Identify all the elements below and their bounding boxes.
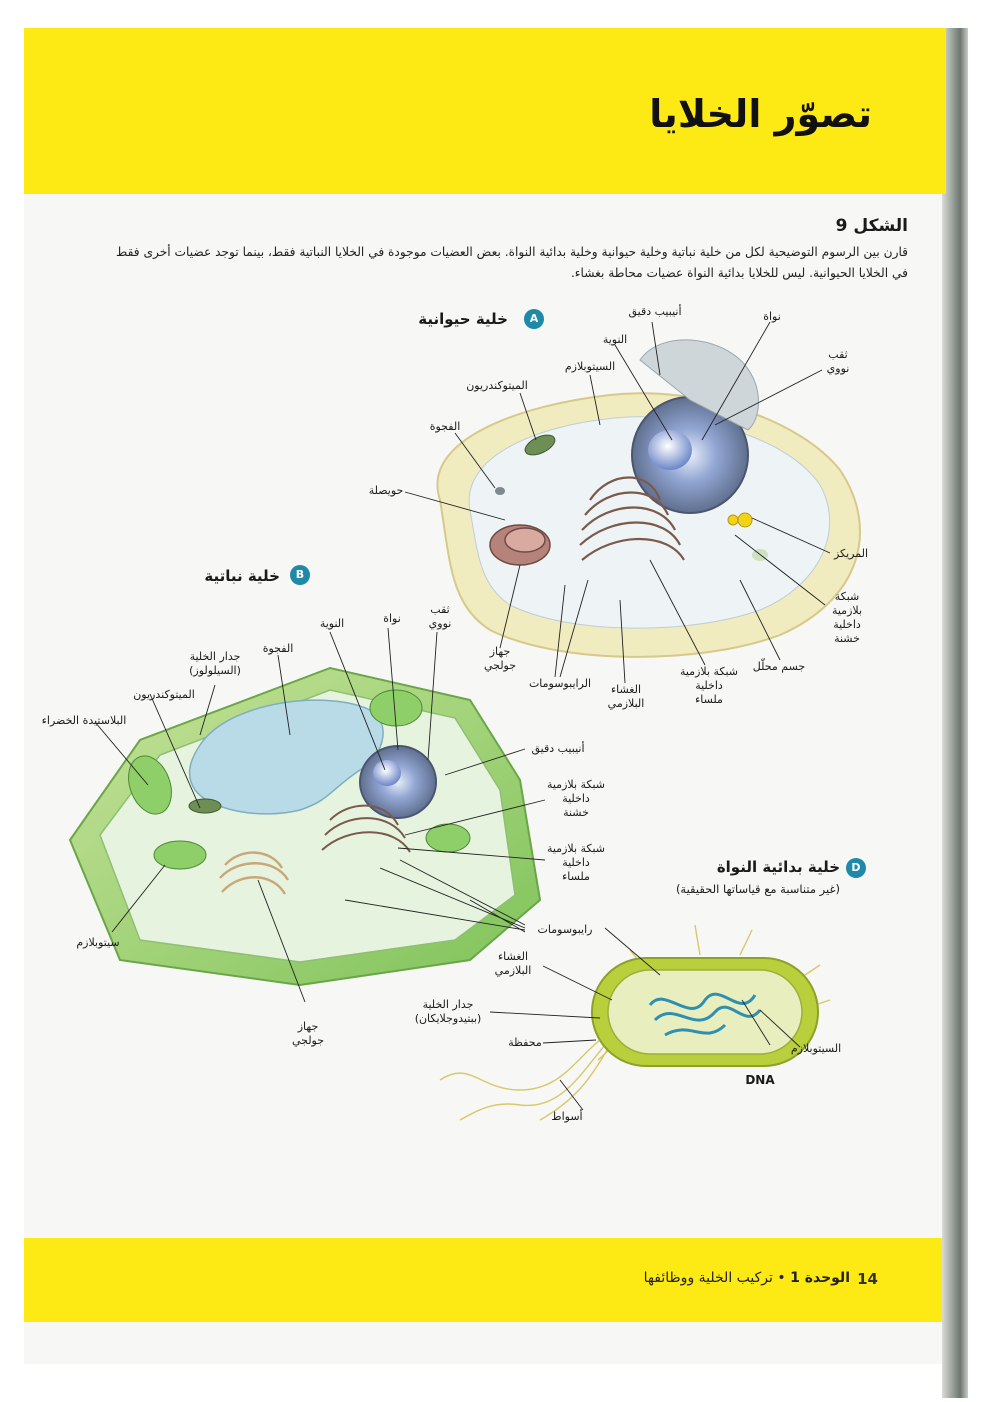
prok-label-dna: DNA (745, 1073, 775, 1087)
plant-label-cytoplasm: سيتوبلازم (76, 936, 120, 949)
animal-label-rough-er: شبكة بلازمية داخلية خشنة (831, 590, 863, 645)
plant-label-golgi: جهاز جولجي (291, 1020, 325, 1047)
animal-label-nuclear-pore: ثقب نووي (826, 348, 850, 375)
animal-label-vesicle: حويصلة (368, 484, 404, 497)
plant-label-cell-wall: جدار الخلية (السيلولوز) (189, 650, 241, 677)
animal-label-mitochondrion: الميتوكندريون (466, 379, 528, 392)
panel-b-title: خلية نباتية (204, 567, 280, 585)
page-title: تصوّر الخلايا (649, 92, 872, 136)
figure-heading: الشكل 9 (835, 216, 908, 236)
plant-label-nuclear-pore: ثقب نووي (428, 603, 452, 630)
page-number: 14 (857, 1270, 878, 1288)
plant-label-microtubule: أنيبيب دقيق (531, 742, 585, 755)
panel-a-badge: A (524, 309, 544, 329)
footer-unit: الوحدة 1 (790, 1270, 850, 1286)
animal-label-golgi: جهاز جولجي (483, 645, 517, 672)
prok-label-flagella: أسواط (551, 1110, 583, 1123)
plant-label-smooth-er: شبكة بلازمية داخلية ملساء (546, 842, 606, 883)
panel-d-title: خلية بدائية النواة (716, 858, 840, 876)
animal-label-microtubule: أنيبيب دقيق (628, 305, 682, 318)
plant-label-vacuole: الفجوة (262, 642, 294, 655)
footer-text (644, 1270, 850, 1286)
prok-label-cell-wall: جدار الخلية (ببتيدوجلايكان) (414, 998, 482, 1025)
panel-b-badge: B (290, 565, 310, 585)
animal-label-vacuole: الفجوة (429, 420, 461, 433)
animal-label-nucleolus: النوية (602, 333, 628, 346)
animal-label-plasma-membrane: الغشاء البلازمي (607, 683, 645, 710)
plant-label-chloroplast: البلاستيدة الخضراء (41, 714, 127, 727)
panel-d-badge: D (846, 858, 866, 878)
prok-label-capsule: محفظة (508, 1036, 542, 1049)
plant-label-nucleolus: النوية (319, 617, 345, 630)
plant-label-ribosomes: رايبوسومات (537, 923, 593, 936)
animal-label-lysosome: جسم محلّل (752, 660, 806, 673)
footer-separator: • (777, 1270, 786, 1286)
footer-chapter: تركيب الخلية ووظائفها (643, 1270, 773, 1286)
plant-label-nucleus: نواة (383, 612, 401, 625)
animal-label-nucleus: نواة (763, 310, 781, 323)
plant-label-mitochondrion: الميتوكندريون (133, 688, 195, 701)
prok-label-cytoplasm: السيتوبلازم (790, 1042, 842, 1055)
panel-d-subtitle: (غير متناسبة مع قياساتها الحقيقية) (675, 882, 840, 896)
animal-label-centriole: المريكز (833, 547, 869, 560)
prok-label-plasma-membrane: الغشاء البلازمي (494, 950, 532, 977)
figure-caption: قارن بين الرسوم التوضيحية لكل من خلية نباتية وخلية حيوانية وخلية بدائية النواة. بعض العضيات موجودة في الخلايا النباتية فقط، بينما توجد عضيات أخرى فقط في الخلايا الحيوانية. ليس للخلايا بدائية النواة عضيات محاطة بغشاء. (116, 245, 908, 280)
animal-label-cytoplasm: السيتوبلازم (564, 360, 616, 373)
plant-label-rough-er: شبكة بلازمية داخلية خشنة (546, 778, 606, 819)
animal-label-smooth-er: شبكة بلازمية داخلية ملساء (679, 665, 739, 706)
panel-a-title: خلية حيوانية (418, 310, 508, 328)
animal-label-ribosomes: الرايبوسومات (528, 677, 592, 690)
